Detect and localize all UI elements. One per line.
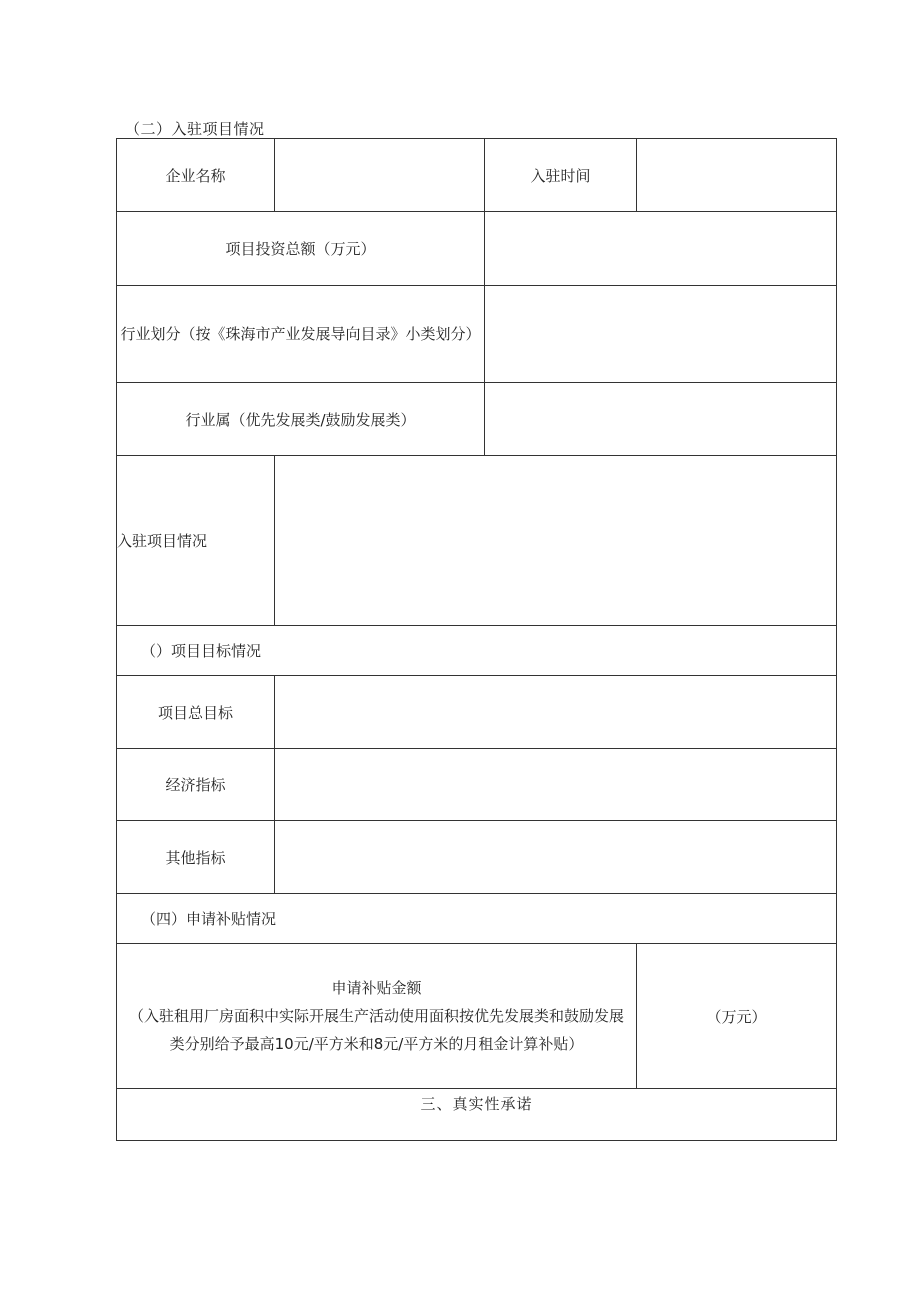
- section-title-goals: （）项目目标情况: [117, 626, 837, 676]
- industry-label: 行业划分（按《珠海市产业发展导向目录》小类划分）: [117, 286, 485, 383]
- subsidy-label-cell: [117, 944, 637, 1089]
- section-title-subsidy: （四）申请补贴情况: [117, 894, 837, 944]
- project-desc-field[interactable]: [275, 456, 837, 626]
- econ-indicator-label: 经济指标: [117, 749, 275, 821]
- company-name-field[interactable]: [275, 139, 485, 212]
- project-goals-table: [116, 455, 837, 944]
- econ-indicator-field[interactable]: [275, 749, 837, 821]
- subsidy-unit: （万元）: [706, 1007, 767, 1026]
- entry-time-field[interactable]: [637, 139, 837, 212]
- entry-time-label: 入驻时间: [485, 139, 637, 212]
- project-desc-label: 入驻项目情况: [117, 456, 275, 626]
- industry-type-label: 行业属（优先发展类/鼓励发展类）: [117, 383, 485, 456]
- total-goal-label: 项目总目标: [117, 676, 275, 749]
- subsidy-amount-field[interactable]: [637, 944, 837, 1089]
- industry-field[interactable]: [485, 286, 837, 383]
- project-info-table: [116, 138, 837, 212]
- investment-field[interactable]: [485, 212, 837, 286]
- industry-type-field[interactable]: [485, 383, 837, 456]
- other-indicator-label: 其他指标: [117, 821, 275, 894]
- part3-title: 三、真实性承诺: [117, 1089, 837, 1141]
- subsidy-label: 申请补贴金额: [331, 979, 422, 997]
- company-name-label: 企业名称: [117, 139, 275, 212]
- project-info-table-split: [116, 211, 837, 456]
- other-indicator-field[interactable]: [275, 821, 837, 894]
- subsidy-note: （入驻租用厂房面积中实际开展生产活动使用面积按优先发展类和鼓励发展类分别给予最高10元/平方米和8元/平方米的月租金计算补贴）: [128, 1007, 624, 1053]
- subsidy-table: [116, 943, 837, 1141]
- investment-label-cell: 项目投资总额（万元）: [117, 212, 485, 286]
- section-title-project: （二）入驻项目情况: [125, 120, 265, 138]
- total-goal-field[interactable]: [275, 676, 837, 749]
